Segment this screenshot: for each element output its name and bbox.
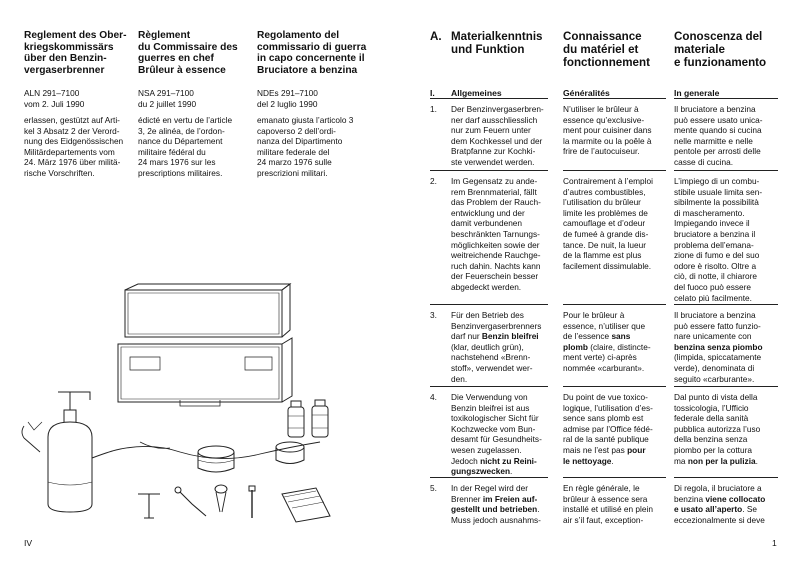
- subheading-fr: Généralités: [563, 88, 610, 98]
- fuel-tank-illustration: [22, 392, 116, 512]
- text-segment: (klar, deutlich grün), nachstehend «Brenn- stoff», verwendet wer- den.: [451, 341, 533, 384]
- legal-basis-it: emanato giusta l’articolo 3 capoverso 2 dell’ordi- nanza del Dipartimento militare federale del 24 marzo 1976 sulle prescrizioni militari.: [257, 115, 354, 178]
- subheading-it: In generale: [674, 88, 720, 98]
- subsection-numeral: I.: [430, 88, 435, 98]
- text-segment: Die Verwendung von Benzin bleifrei ist aus toxikologischer Sicht für Kochzwecke vom Bun- desamt für Gesundheits- wesen zugelassen. Jedoch: [451, 392, 542, 466]
- text-segment: Für den Betrieb des Benzinvergaserbrenners darf nur: [451, 310, 542, 342]
- text-segment: Der Benzinvergaserbren- ner darf ausschliesslich nur zum Feuern unter dem Kochkessel und der Bratpfanne zur Kochki- ste verwendet werden.: [451, 104, 544, 167]
- item-text-fr: [563, 176, 671, 271]
- divider-line: [563, 477, 666, 478]
- item-text-fr: [563, 104, 671, 157]
- text-segment: Du point de vue toxico- logique, l’utilisation d’es- sence sans plomb est admise par l’Office fédé- ral de la santé publique mais ne l’est pas: [563, 392, 653, 455]
- divider-line: [563, 304, 666, 305]
- text-segment: (claire, distincte- ment verte) ci-après nommée «carburant».: [563, 341, 651, 373]
- text-segment: Dal punto di vista della tossicologia, l’Ufficio federale della sanità pubblica autorizza l’uso della benzina senza piombo per la cottura ma: [674, 392, 761, 466]
- text-segment: .: [755, 455, 758, 466]
- item-text-it: [674, 104, 792, 168]
- item-text-de: [451, 104, 559, 168]
- text-segment: .: [611, 455, 614, 466]
- fuel-bottles-illustration: [288, 400, 328, 437]
- legal-basis-fr: édicté en vertu de l’article 3, 2e alinéa, de l’ordon- nance du Département militaire fédéral du 24 mars 1976 sur les prescriptions militaires.: [138, 115, 233, 178]
- text-segment: Di regola, il bruciatore a benzina: [674, 483, 762, 504]
- tools-illustration: [138, 485, 255, 518]
- emphasized-text: benzina senza piombo: [674, 341, 763, 352]
- item-text-de: [451, 392, 559, 477]
- section-letter: A.: [430, 30, 442, 43]
- manual-booklet-illustration: [282, 488, 330, 522]
- text-segment: En règle générale, le brûleur à essence sera installé et utilisé en plein air s’il faut, exception-: [563, 483, 653, 525]
- burner-equipment-illustration: [20, 282, 380, 536]
- emphasized-text: sans plomb: [563, 331, 631, 352]
- item-number: 5.: [430, 483, 437, 493]
- cooking-chest-illustration: [118, 284, 292, 406]
- text-segment: . Muss jedoch ausnahms-: [451, 504, 541, 525]
- item-number: 2.: [430, 176, 437, 186]
- divider-line: [430, 386, 548, 387]
- divider-line: [430, 170, 548, 171]
- item-number: 3.: [430, 310, 437, 320]
- heading-fr: Connaissance du matériel et fonctionnement: [563, 30, 650, 69]
- emphasized-text: non per la pulizia: [687, 455, 756, 466]
- emphasized-text: im Freien auf- gestellt und betrieben: [451, 493, 538, 515]
- title-de: Reglement des Ober- kriegskommissärs über den Benzin- vergaserbrenner: [24, 30, 127, 76]
- divider-line: [674, 98, 778, 99]
- reference-it: NDEs 291–7100 del 2 luglio 1990: [257, 88, 318, 109]
- item-text-de: [451, 176, 559, 293]
- divider-line: [674, 477, 778, 478]
- item-number: 1.: [430, 104, 437, 114]
- item-text-fr: [563, 310, 671, 374]
- emphasized-text: Benzin bleifrei: [481, 331, 539, 342]
- legal-basis-de: erlassen, gestützt auf Arti- kel 3 Absatz 2 der Verord- nung des Eidgenössischen Militärdepartements vom 24. März 1976 über militä- rische Vorschriften.: [24, 115, 124, 178]
- subheading-de: Allgemeines: [451, 88, 502, 98]
- text-segment: L’impiego di un combu- stibile usuale limita sen- sibilmente la possibilità di mascheramento. Impiegando invece il bruciatore a benzina il problema dell’emana- zione di fumo e del suo odore è risolto. Oltre a ciò, di notte, il chiarore del fuoco può essere celato più facilmente.: [674, 176, 763, 303]
- title-fr: Règlement du Commissaire des guerres en chef Brûleur à essence: [138, 30, 238, 76]
- item-text-it: [674, 483, 792, 525]
- item-text-it: [674, 392, 792, 466]
- text-segment: Il bruciatore a benzina può essere usato unica- mente quando si cucina nelle marmitte e nelle pentole per arrosti delle casse di cucina.: [674, 104, 763, 167]
- reference-de: ALN 291–7100 vom 2. Juli 1990: [24, 88, 85, 109]
- item-text-fr: [563, 392, 671, 466]
- item-text-de: [451, 310, 559, 384]
- emphasized-text: nicht zu Reini- gungszwecken: [451, 455, 537, 477]
- divider-line: [430, 98, 548, 99]
- item-text-it: [674, 176, 792, 303]
- text-segment: Il bruciatore a benzina può essere fatto funzio- nare unicamente con: [674, 310, 761, 342]
- text-segment: In der Regel wird der Brenner: [451, 483, 529, 504]
- title-it: Regolamento del commissario di guerra in capo concernente il Bruciatore a benzina: [257, 30, 367, 76]
- divider-line: [563, 98, 666, 99]
- text-segment: .: [510, 466, 513, 477]
- heading-it: Conoscenza del materiale e funzionamento: [674, 30, 767, 69]
- divider-line: [674, 386, 778, 387]
- item-text-fr: [563, 483, 671, 525]
- divider-line: [430, 304, 548, 305]
- item-number: 4.: [430, 392, 437, 402]
- text-segment: Pour le brûleur à essence, n’utiliser que de l’essence: [563, 310, 646, 342]
- text-segment: N’utiliser le brûleur à essence qu’exclusive- ment pour cuisiner dans la marmite ou la poêle à frire de l’autocuiseur.: [563, 104, 652, 157]
- emphasized-text: viene collocato e usato all’aperto: [674, 493, 766, 515]
- divider-line: [674, 304, 778, 305]
- heading-de: Materialkenntnis und Funktion: [451, 30, 543, 56]
- divider-line: [674, 170, 778, 171]
- burner-units-illustration: [140, 442, 304, 472]
- divider-line: [430, 477, 548, 478]
- divider-line: [563, 386, 666, 387]
- item-text-de: [451, 483, 559, 525]
- text-segment: Contrairement à l’emploi d’autres combustibles, l’utilisation du brûleur limite les problèmes de camouflage et d’odeur de fumeé à grande dis- tance. De nuit, la lueur de la flamme est plus facilement dissimulable.: [563, 176, 653, 271]
- page-number-left: IV: [24, 538, 33, 548]
- emphasized-text: pour le nettoyage: [563, 444, 646, 466]
- text-segment: . Se eccezionalmente si deve: [674, 504, 765, 525]
- page-number-right: 1: [772, 538, 777, 548]
- divider-line: [563, 170, 666, 171]
- reference-fr: NSA 291–7100 du 2 juillet 1990: [138, 88, 197, 109]
- text-segment: Im Gegensatz zu ande- rem Brennmaterial, fällt das Problem der Rauch- entwicklung und der damit verbundenen beschränkten Tarnungs- möglichkeiten sowie der weitreichende Rauchge- ruch dahin. Nachts kann der Feuerschein besser abgedeckt werden.: [451, 176, 541, 292]
- text-segment: (limpida, spiccatamente verde), denominata di seguito «carburante».: [674, 352, 762, 384]
- item-text-it: [674, 310, 792, 384]
